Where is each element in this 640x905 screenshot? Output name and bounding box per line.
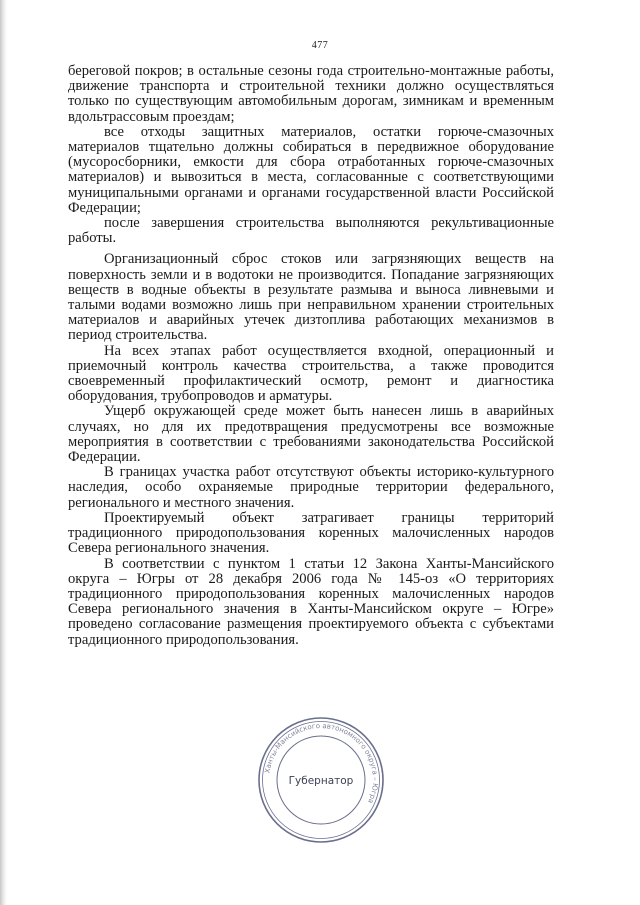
- paragraph-6: Ущерб окружающей среде может быть нанесен лишь в аварийных случаях, но для их предотвращения предусмотрены все возможные мероприятия в соответствии с требованиями законодательства Российской Федерации.: [68, 403, 554, 466]
- paragraph-4: Организационный сброс стоков или загрязняющих веществ на поверхность земли и в водотоки не производится. Попадание загрязняющих веществ в водные объекты в результате размыва и выноса ливневыми и талыми водами возможно лишь при неправильном хранении строительных материалов и аварийных утечек дизтоплива работающих механизмов в период строительства.: [68, 251, 554, 344]
- paragraph-2: все отходы защитных материалов, остатки горюче-смазочных материалов тщательно должны собираться в передвижное оборудование (мусоросборники, емкости для сбора отработанных горюче-смазочных материалов) и вывозиться в места, согласованные с соответствующими муниципальными органами и органами государственной власти Российской Федерации;: [68, 123, 554, 216]
- official-seal-stamp: [256, 715, 386, 845]
- page-number: 477: [311, 40, 329, 51]
- paragraph-5: На всех этапах работ осуществляется входной, операционный и приемочный контроль качества строительства, а также проводится своевременный профилактический осмотр, ремонт и диагностика оборудования, трубопроводов и арматуры.: [68, 342, 554, 405]
- scan-edge-shadow: [0, 0, 7, 905]
- seal-ring-text: Ханты-Мансийского автономного округа – Югра: [263, 721, 380, 805]
- paragraph-8: Проектируемый объект затрагивает границы территорий традиционного природопользования коренных малочисленных народов Севера регионального значения.: [68, 509, 554, 557]
- paragraph-9: В соответствии с пунктом 1 статьи 12 Закона Ханты-Мансийского округа – Югры от 28 декабря 2006 года № 145-оз «О территориях традиционного природопользования коренных малочисленных народов Севера регионального значения в Ханты-Мансийском округе – Югре» проведено согласование размещения проектируемого объекта с субъектами традиционного природопользования.: [68, 555, 554, 648]
- paragraph-3: после завершения строительства выполняются рекультивационные работы.: [68, 215, 554, 247]
- paragraph-1: береговой покров; в остальные сезоны года строительно-монтажные работы, движение транспорта и строительной техники должно осуществляться только по существующим автомобильным дорогам, зимникам и временным вдольтрассовым проездам;: [68, 63, 554, 125]
- seal-center-text: Губернатор: [288, 775, 354, 787]
- document-body: [68, 64, 554, 648]
- paragraph-7: В границах участка работ отсутствуют объекты историко-культурного наследия, особо охраняемые природные территории федерального, регионального и местного значения.: [68, 464, 554, 511]
